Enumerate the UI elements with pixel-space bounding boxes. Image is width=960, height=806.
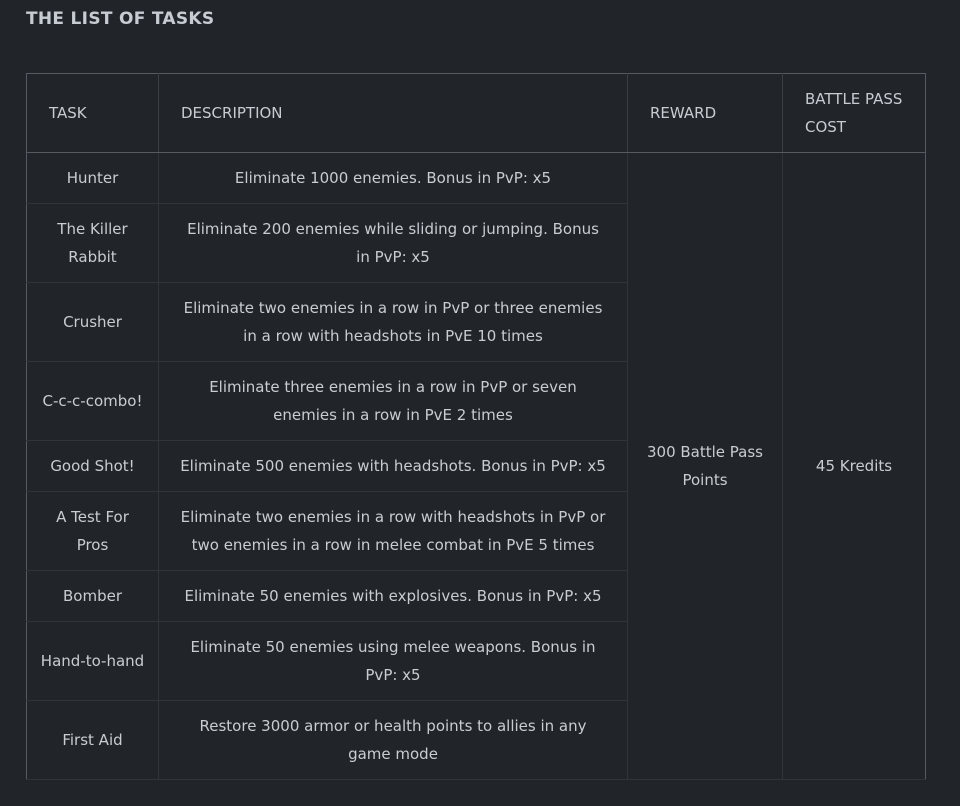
task-description: Eliminate 500 enemies with headshots. Bonus in PvP: x5: [159, 441, 628, 492]
task-name: First Aid: [27, 701, 159, 780]
task-name: The Killer Rabbit: [27, 204, 159, 283]
task-name: Hunter: [27, 153, 159, 204]
table-row: [27, 153, 926, 204]
task-description: Eliminate three enemies in a row in PvP or seven enemies in a row in PvE 2 times: [159, 362, 628, 441]
task-description: Eliminate 50 enemies using melee weapons. Bonus in PvP: x5: [159, 622, 628, 701]
task-name: A Test For Pros: [27, 492, 159, 571]
page-title: THE LIST OF TASKS: [26, 9, 215, 29]
task-description: Eliminate two enemies in a row with headshots in PvP or two enemies in a row in melee combat in PvE 5 times: [159, 492, 628, 571]
task-name: C-c-c-combo!: [27, 362, 159, 441]
reward-cell: 300 Battle Pass Points: [628, 153, 783, 780]
task-name: Bomber: [27, 571, 159, 622]
task-description: Eliminate two enemies in a row in PvP or three enemies in a row with headshots in PvE 10 times: [159, 283, 628, 362]
task-name: Crusher: [27, 283, 159, 362]
column-header-task: TASK: [27, 74, 159, 153]
tasks-table: [26, 73, 926, 780]
task-description: Eliminate 1000 enemies. Bonus in PvP: x5: [159, 153, 628, 204]
task-description: Eliminate 200 enemies while sliding or jumping. Bonus in PvP: x5: [159, 204, 628, 283]
column-header-cost: BATTLE PASS COST: [783, 74, 926, 153]
column-header-reward: REWARD: [628, 74, 783, 153]
cost-cell: 45 Kredits: [783, 153, 926, 780]
task-name: Hand-to-hand: [27, 622, 159, 701]
task-description: Restore 3000 armor or health points to allies in any game mode: [159, 701, 628, 780]
table-header-row: [27, 74, 926, 153]
task-name: Good Shot!: [27, 441, 159, 492]
column-header-description: DESCRIPTION: [159, 74, 628, 153]
task-description: Eliminate 50 enemies with explosives. Bonus in PvP: x5: [159, 571, 628, 622]
